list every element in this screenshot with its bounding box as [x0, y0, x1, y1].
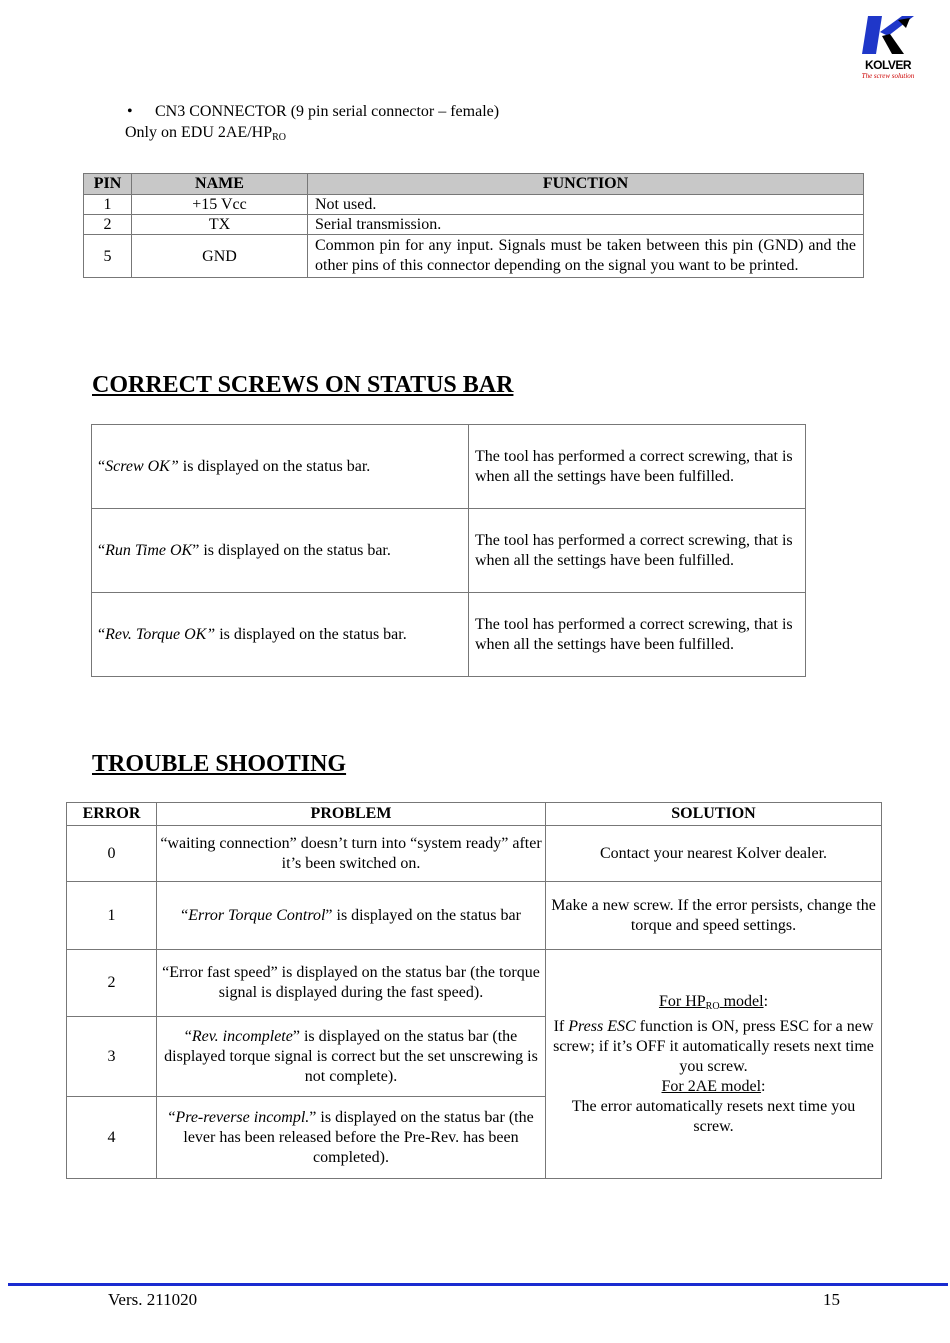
- problem-cell: “Pre-reverse incompl.” is displayed on the status bar (the lever has been released before the Pre-Rev. has been completed).: [157, 1097, 546, 1179]
- error-code: 3: [67, 1017, 157, 1097]
- problem-cell: “Rev. incomplete” is displayed on the status bar (the displayed torque signal is correct but the set unscrewing is not complete).: [157, 1017, 546, 1097]
- status-result: The tool has performed a correct screwing, that is when all the settings have been fulfilled.: [469, 425, 806, 509]
- table-row: [67, 882, 882, 950]
- header-function: FUNCTION: [308, 174, 864, 195]
- function-cell: Serial transmission.: [308, 215, 864, 235]
- status-result: The tool has performed a correct screwing, that is when all the settings have been fulfilled.: [469, 509, 806, 593]
- header-solution: SOLUTION: [546, 803, 882, 826]
- header-error: ERROR: [67, 803, 157, 826]
- error-code: 1: [67, 882, 157, 950]
- page-number: 15: [823, 1290, 840, 1309]
- hp-model-label: For $HP_{RO}$ model: [658, 992, 764, 1012]
- problem-cell: “Error fast speed” is displayed on the status bar (the torque signal is displayed during the fast speed).: [157, 950, 546, 1017]
- status-description: “Screw OK” is displayed on the status bar.: [92, 425, 469, 509]
- note-sub: RO: [272, 132, 287, 143]
- kolver-k-icon: [858, 14, 918, 58]
- section-title-trouble-shooting: TROUBLE SHOOTING: [92, 751, 347, 777]
- name-cell: +15 Vcc: [132, 195, 308, 215]
- model-note: [125, 124, 286, 143]
- problem-cell: “waiting connection” doesn’t turn into “system ready” after it’s been switched on.: [157, 826, 546, 882]
- table-row: [92, 593, 806, 677]
- table-row: [67, 950, 882, 1017]
- shared-solution-cell: For $HP_{RO}$ model: If Press ESC function is ON, press ESC for a new screw; if it’s OFF it automatically resets next time you screw. For 2AE model: The error automatically resets next time you screw.: [546, 950, 882, 1179]
- table-row: [92, 425, 806, 509]
- kolver-logo: [858, 14, 920, 84]
- footer-version: Vers. 211020: [108, 1290, 198, 1309]
- ae-model-label: For 2AE model: [661, 1077, 762, 1095]
- solution-cell: Make a new screw. If the error persists, change the torque and speed settings.: [546, 882, 882, 950]
- status-result: The tool has performed a correct screwing, that is when all the settings have been fulfilled.: [469, 593, 806, 677]
- section-title-correct-screws: CORRECT SCREWS ON STATUS BAR: [92, 372, 514, 398]
- problem-cell: “Error Torque Control” is displayed on the status bar: [157, 882, 546, 950]
- name-cell: TX: [132, 215, 308, 235]
- trouble-table: [66, 802, 882, 1179]
- logo-tagline: The screw solution: [861, 72, 915, 80]
- table-row: [92, 509, 806, 593]
- pin-cell: 1: [84, 195, 132, 215]
- hp-model-text: If Press ESC function is ON, press ESC for a new screw; if it’s OFF it automatically resets next time you screw.: [553, 1017, 874, 1075]
- error-code: 4: [67, 1097, 157, 1179]
- header-problem: PROBLEM: [157, 803, 546, 826]
- status-description: “Run Time OK” is displayed on the status bar.: [92, 509, 469, 593]
- trouble-table-header: [67, 803, 882, 826]
- pin-table: [83, 173, 864, 278]
- connector-bullet: [127, 103, 499, 121]
- header-pin: PIN: [84, 174, 132, 195]
- bullet-text: CN3 CONNECTOR (9 pin serial connector – female): [155, 103, 500, 120]
- status-description: “Rev. Torque OK” is displayed on the status bar.: [92, 593, 469, 677]
- function-cell: Common pin for any input. Signals must be taken between this pin (GND) and the other pins of this connector depending on the signal you want to be printed.: [308, 235, 864, 278]
- logo-brand: KOLVER: [864, 58, 912, 72]
- note-text: Only on EDU 2AE/HP: [125, 124, 273, 141]
- pin-cell: 5: [84, 235, 132, 278]
- footer-divider: [8, 1283, 948, 1286]
- pin-table-header: [84, 174, 864, 195]
- ae-model-text: The error automatically resets next time you screw.: [571, 1097, 856, 1135]
- table-row: [84, 215, 864, 235]
- table-row: [67, 826, 882, 882]
- table-row: [84, 235, 864, 278]
- solution-cell: Contact your nearest Kolver dealer.: [546, 826, 882, 882]
- bullet-dot: •: [127, 103, 133, 120]
- pin-cell: 2: [84, 215, 132, 235]
- name-cell: GND: [132, 235, 308, 278]
- error-code: 2: [67, 950, 157, 1017]
- table-row: [84, 195, 864, 215]
- function-cell: Not used.: [308, 195, 864, 215]
- error-code: 0: [67, 826, 157, 882]
- status-table: [91, 424, 806, 677]
- header-name: NAME: [132, 174, 308, 195]
